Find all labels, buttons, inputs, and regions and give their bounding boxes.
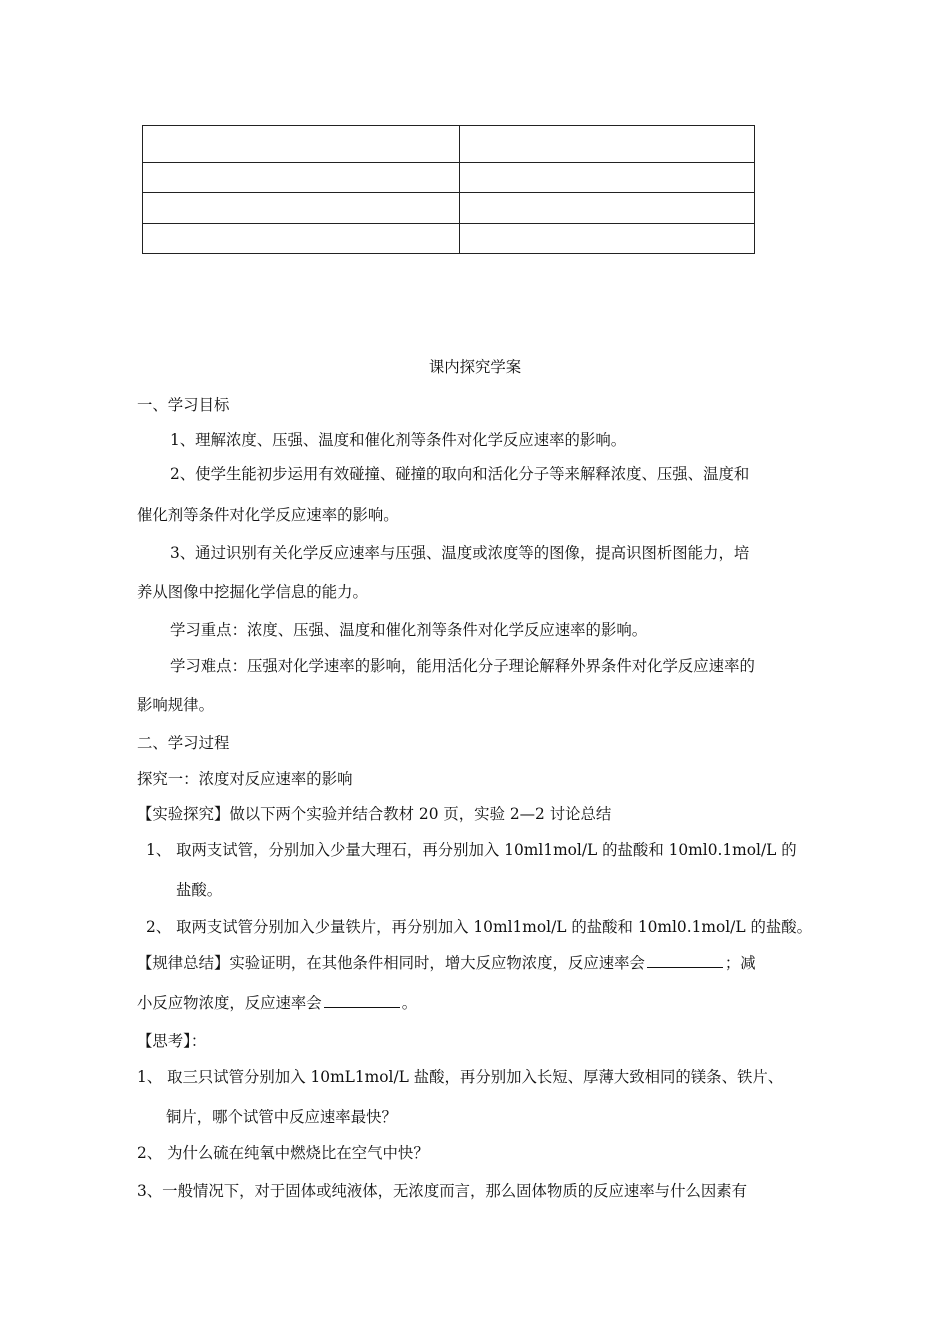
experiment-intro: 【实验探究】做以下两个实验并结合教材 20 页，实验 2—2 讨论总结	[137, 805, 612, 823]
goal-3-line-1: 3、通过识别有关化学反应速率与压强、温度或浓度等的图像，提高识图析图能力，培	[170, 544, 750, 562]
goal-3-line-2: 养从图像中挖掘化学信息的能力。	[137, 583, 368, 601]
goal-2-line-1: 2、使学生能初步运用有效碰撞、碰撞的取向和活化分子等来解释浓度、压强、温度和	[170, 465, 750, 483]
table-cell	[460, 126, 755, 163]
fill-in-blank	[324, 1006, 400, 1008]
rule-summary-line-1	[137, 953, 756, 973]
question-3: 3、一般情况下，对于固体或纯液体，无浓度而言，那么固体物质的反应速率与什么因素有	[137, 1182, 748, 1200]
difficulty-line-1: 学习难点：压强对化学速率的影响，能用活化分子理论解释外界条件对化学反应速率的	[170, 657, 755, 675]
rule-summary-text-end: 。	[401, 994, 418, 1012]
page-title: 课内探究学案	[428, 358, 522, 376]
table-row	[143, 193, 755, 224]
goal-2-line-2: 催化剂等条件对化学反应速率的影响。	[137, 506, 399, 524]
table-row	[143, 224, 755, 254]
key-point: 学习重点：浓度、压强、温度和催化剂等条件对化学反应速率的影响。	[170, 621, 648, 639]
experiment-2: 2、 取两支试管分别加入少量铁片，再分别加入 10ml1mol/L 的盐酸和 10ml0.1mol/L 的盐酸。	[146, 918, 813, 936]
rule-summary-text: 【规律总结】实验证明，在其他条件相同时，增大反应物浓度，反应速率会	[137, 954, 645, 972]
fill-in-blank	[647, 966, 723, 968]
rule-summary-text-end: ；减	[724, 954, 756, 972]
empty-table	[142, 125, 755, 254]
question-2: 2、 为什么硫在纯氧中燃烧比在空气中快？	[137, 1144, 429, 1162]
explore-1-heading: 探究一：浓度对反应速率的影响	[137, 770, 353, 788]
difficulty-line-2: 影响规律。	[137, 696, 214, 714]
table-cell	[143, 224, 460, 254]
table-cell	[460, 224, 755, 254]
experiment-1-line-2: 盐酸。	[176, 881, 223, 899]
table-row	[143, 163, 755, 193]
question-1-line-1: 1、 取三只试管分别加入 10mL1mol/L 盐酸，再分别加入长短、厚薄大致相同的镁条、铁片、	[137, 1068, 784, 1086]
table-row	[143, 126, 755, 163]
process-heading: 二、学习过程	[137, 734, 230, 752]
table-cell	[460, 193, 755, 224]
table-cell	[143, 126, 460, 163]
question-1-line-2: 铜片，哪个试管中反应速率最快？	[166, 1108, 397, 1126]
rule-summary-text: 小反应物浓度，反应速率会	[137, 994, 322, 1012]
rule-summary-line-2	[137, 993, 417, 1013]
table-cell	[143, 163, 460, 193]
experiment-1-line-1: 1、 取两支试管，分别加入少量大理石，再分别加入 10ml1mol/L 的盐酸和 10ml0.1mol/L 的	[146, 841, 797, 859]
think-heading: 【思考】：	[137, 1032, 207, 1050]
table-cell	[460, 163, 755, 193]
table-cell	[143, 193, 460, 224]
goals-heading: 一、学习目标	[137, 396, 230, 414]
goal-1: 1、理解浓度、压强、温度和催化剂等条件对化学反应速率的影响。	[170, 431, 627, 449]
